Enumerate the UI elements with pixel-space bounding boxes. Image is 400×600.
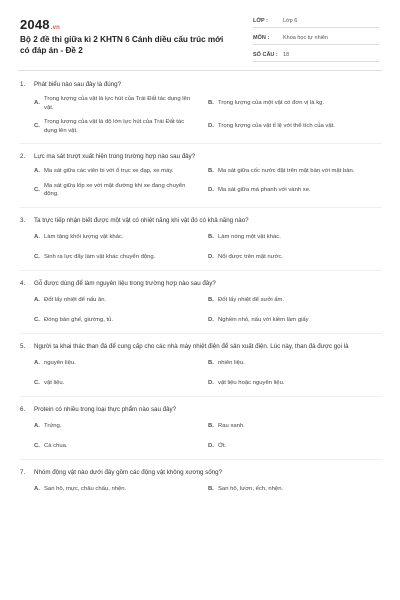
question-text: Ta trực tiếp nhận biết được một vật có nhiệt năng khi vật đó có khả năng nào? xyxy=(34,216,249,224)
option-text: Ma sát giữa các viên bi với ổ trục xe đạp, xe máy. xyxy=(44,168,174,174)
option[interactable] xyxy=(34,182,208,199)
question-text: Nhóm động vật nào dưới đây gồm các động vật không xương sống? xyxy=(34,468,223,476)
option[interactable] xyxy=(34,167,208,176)
meta-value: 18 xyxy=(283,51,290,58)
option[interactable] xyxy=(34,95,208,112)
option-text: Ma sát giữa lốp xe với mặt đường khi xe đang chuyển động. xyxy=(44,182,186,197)
meta-row-count xyxy=(253,48,379,62)
question-number: 5. xyxy=(20,342,26,350)
option[interactable] xyxy=(208,359,382,368)
option-text: Đóng bàn ghế, giường, tủ. xyxy=(44,317,114,323)
question-text: Protein có nhiều trong loại thực phẩm nào sau đây? xyxy=(34,405,177,413)
option-letter: A. xyxy=(34,168,40,174)
header xyxy=(0,0,400,64)
meta-value: Lớp 6 xyxy=(283,17,298,24)
option-letter: B. xyxy=(208,296,214,303)
question xyxy=(20,80,382,135)
option[interactable] xyxy=(208,422,382,431)
option-text: San hô, mực, châu chấu, nhện. xyxy=(44,485,127,492)
option-text: Đốt lấy nhiệt để sưởi ấm. xyxy=(218,296,285,303)
option[interactable] xyxy=(34,359,208,368)
option[interactable] xyxy=(208,182,382,199)
option-letter: B. xyxy=(208,100,214,107)
option-letter: C. xyxy=(34,317,40,323)
question xyxy=(20,468,382,494)
option[interactable] xyxy=(208,253,382,262)
option-text: Trọng lượng của vật là lực hút của Trái Đất tác dụng lên vật. xyxy=(44,96,191,111)
option-text: Trứng. xyxy=(44,422,62,429)
option-text: Ma sát giữa cốc nước đặt trên mặt bàn với mặt bàn. xyxy=(218,168,355,174)
option[interactable] xyxy=(34,442,208,451)
option[interactable] xyxy=(208,95,382,112)
meta-label: MÔN : xyxy=(253,34,270,41)
option-letter: A. xyxy=(34,485,40,492)
option-text: Rau xanh. xyxy=(218,422,245,429)
option-text: Đốt lấy nhiệt để nấu ăn. xyxy=(44,296,107,303)
option[interactable] xyxy=(208,167,382,176)
question-number: 4. xyxy=(20,279,26,287)
option[interactable] xyxy=(34,296,208,305)
option-text: San hô, lươn, ếch, nhện. xyxy=(218,485,284,492)
question-divider xyxy=(20,207,382,208)
question-number: 3. xyxy=(20,216,26,224)
option-letter: A. xyxy=(34,422,40,429)
option-letter: B. xyxy=(208,359,214,366)
question xyxy=(20,279,382,325)
option-text: Nghiền nhỏ, nấu với kiềm làm giấy xyxy=(218,317,309,323)
question-divider xyxy=(20,333,382,334)
option[interactable] xyxy=(34,118,208,135)
option-letter: C. xyxy=(34,380,40,386)
meta-row-class xyxy=(253,14,379,28)
option-letter: A. xyxy=(34,359,40,366)
option-letter: C. xyxy=(34,186,40,193)
question-text: Người ta khai thác than đá để cung cấp cho các nhà máy nhiệt điện để sản xuất điện. Lúc này, than đá được gọi là xyxy=(34,342,349,350)
option-text: nhiên liệu. xyxy=(218,359,245,366)
option-text: Trọng lượng của vật là độ lớn lực hút của Trái Đất tác dụng lên vật. xyxy=(44,119,185,134)
question-divider xyxy=(20,396,382,397)
option-text: vật liệu hoặc nguyên liệu. xyxy=(218,380,285,386)
question xyxy=(20,405,382,451)
option-text: Làm nóng một vật khác. xyxy=(218,233,281,240)
meta-label: LỚP : xyxy=(253,17,268,24)
option[interactable] xyxy=(208,379,382,388)
option[interactable] xyxy=(34,233,208,242)
question-divider xyxy=(20,459,382,460)
option-letter: D. xyxy=(208,317,214,323)
header-divider xyxy=(18,70,382,71)
option-text: Sinh ra lực đẩy làm vật khác chuyển động. xyxy=(44,254,156,260)
question-divider xyxy=(20,270,382,271)
option[interactable] xyxy=(208,316,382,325)
option-text: Làm tăng khối lượng vật khác. xyxy=(44,233,124,240)
option[interactable] xyxy=(208,485,382,494)
meta-value: Khoa học tự nhiên xyxy=(283,34,328,41)
question xyxy=(20,152,382,199)
option[interactable] xyxy=(34,422,208,431)
option-letter: C. xyxy=(34,123,40,130)
option-letter: B. xyxy=(208,168,214,174)
question-number: 7. xyxy=(20,468,26,476)
option[interactable] xyxy=(34,253,208,262)
meta-label: SỐ CÂU : xyxy=(253,51,278,58)
meta-row-subject xyxy=(253,31,379,45)
option-letter: D. xyxy=(208,254,214,260)
option-letter: C. xyxy=(34,443,40,449)
option-letter: D. xyxy=(208,186,214,193)
question-number: 2. xyxy=(20,153,26,160)
meta-info xyxy=(253,14,379,65)
option-letter: D. xyxy=(208,443,214,449)
question-divider xyxy=(20,143,382,144)
option[interactable] xyxy=(34,379,208,388)
question-text: Phát biểu nào sau đây là đúng? xyxy=(34,81,122,88)
question xyxy=(20,216,382,262)
question-text: Lực ma sát trượt xuất hiện trong trường hợp nào sau đây? xyxy=(34,153,196,160)
question-list xyxy=(20,80,382,493)
question-text: Gỗ được dùng để làm nguyên liệu trong trường hợp nào sau đây? xyxy=(34,279,216,287)
option[interactable] xyxy=(208,233,382,242)
option-text: Ma sát giữa má phanh với vành xe. xyxy=(218,186,311,193)
site-logo[interactable]: 2048.vn xyxy=(20,17,61,32)
option-letter: D. xyxy=(208,380,214,386)
option[interactable] xyxy=(34,316,208,325)
option[interactable] xyxy=(34,485,208,494)
option-letter: B. xyxy=(208,422,214,429)
option-letter: A. xyxy=(34,100,40,107)
option-text: Trọng lượng của một vật có đơn vị là kg. xyxy=(218,100,325,107)
option-text: nguyên liệu. xyxy=(44,359,76,366)
option-letter: A. xyxy=(34,233,40,240)
option-letter: B. xyxy=(208,485,214,492)
option-letter: C. xyxy=(34,254,40,260)
option-text: Nổi được trên mặt nước. xyxy=(218,254,284,260)
option-text: Trọng lượng của vật tỉ lệ với thể tích của vật. xyxy=(218,123,335,130)
option-text: Cà chua. xyxy=(44,443,68,449)
option-letter: A. xyxy=(34,296,40,303)
option[interactable] xyxy=(208,296,382,305)
option[interactable] xyxy=(208,118,382,135)
option-letter: B. xyxy=(208,233,214,240)
option-letter: D. xyxy=(208,123,214,130)
question-number: 1. xyxy=(20,81,26,88)
option-text: vật liệu. xyxy=(44,380,65,386)
question xyxy=(20,342,382,388)
option[interactable] xyxy=(208,442,382,451)
option-text: Ớt. xyxy=(218,443,227,449)
document-title: Bộ 2 đề thi giữa kì 2 KHTN 6 Cánh diều cấu trúc mới có đáp án - Đề 2 xyxy=(20,35,224,55)
question-number: 6. xyxy=(20,405,26,413)
